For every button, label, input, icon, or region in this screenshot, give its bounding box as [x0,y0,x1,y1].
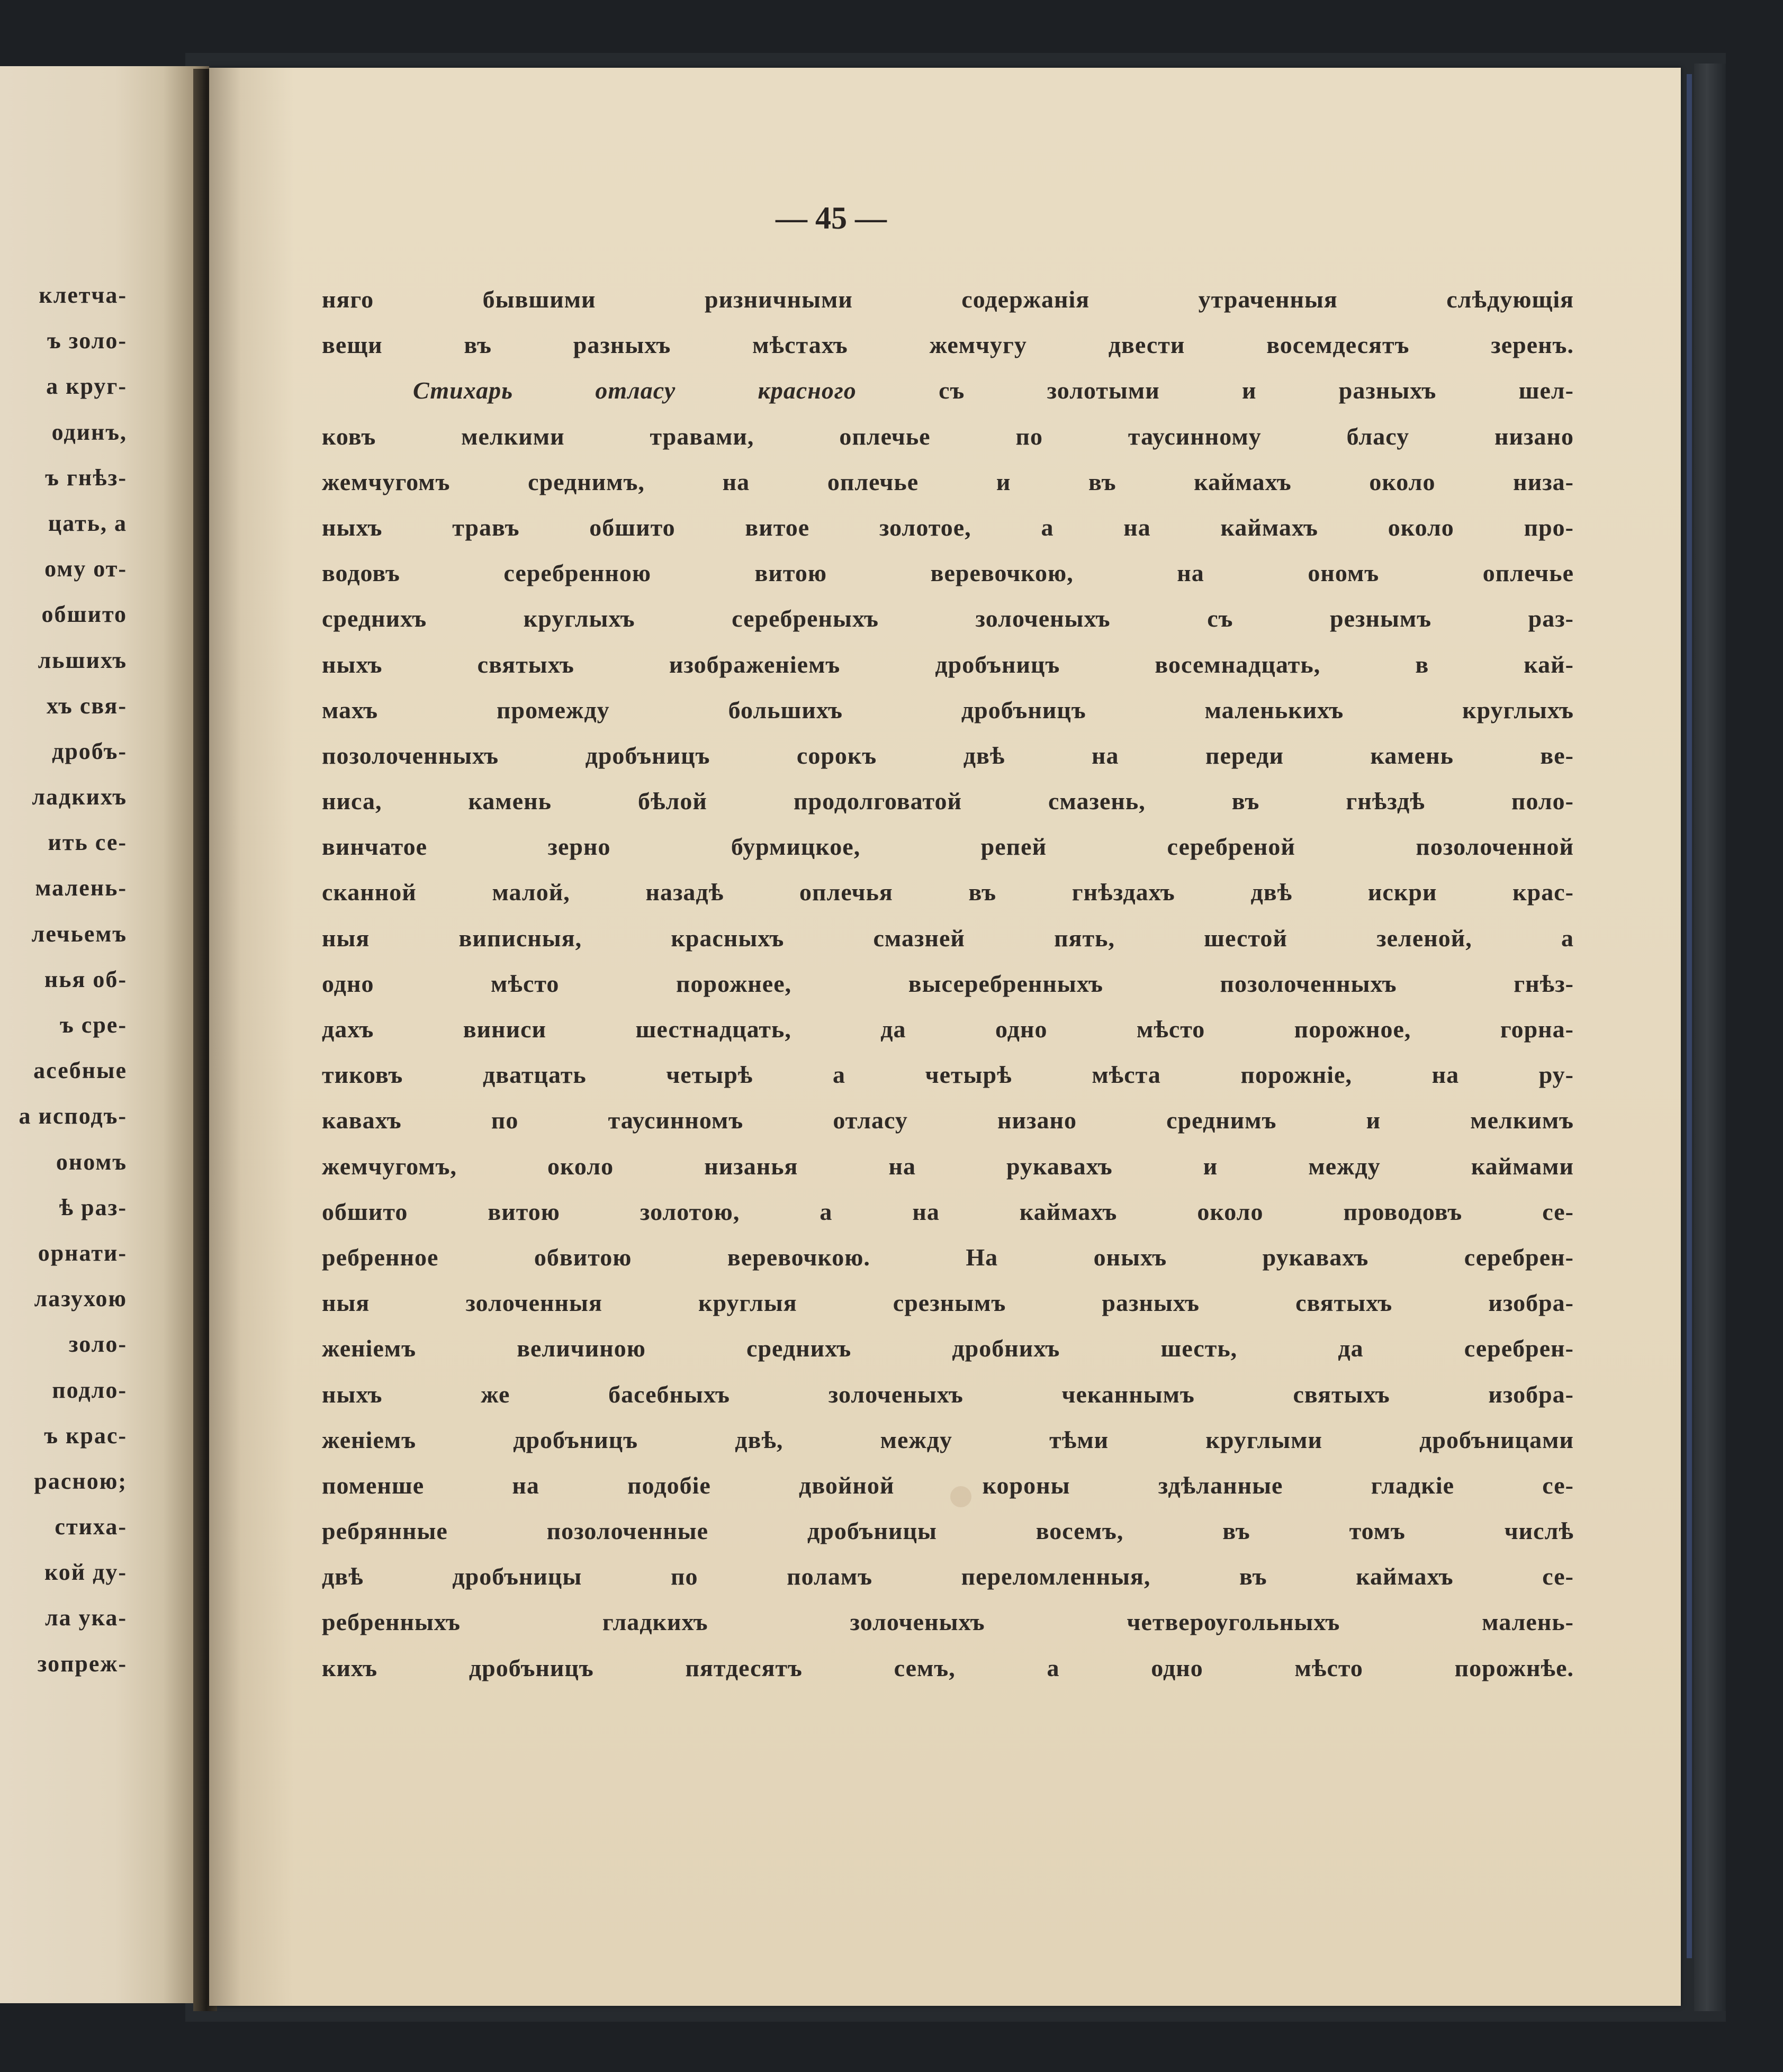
text-line: ковъ мелкими травами, оплечье по таусинному бласу низано [322,422,1574,450]
text-line: среднихъ круглыхъ серебреныхъ золоченыхъ съ резнымъ раз- [322,605,1574,632]
left-page-line: обшито [41,601,127,628]
text-line: женіемъ величиною среднихъ дробнихъ шесть, да серебрен- [322,1335,1574,1362]
left-page-line: орнати- [38,1239,127,1266]
text-line: ныя виписныя, красныхъ смазней пять, шестой зеленой, а [322,924,1574,952]
left-page-line: ла ука- [44,1605,127,1631]
text-line: няго бывшими ризничными содержанія утраченныя слѣдующія [322,286,1574,313]
text-line: ребренныхъ гладкихъ золоченыхъ четвероугольныхъ малень- [322,1608,1574,1636]
left-page-line: ому от- [44,556,127,582]
cover-edge [1694,64,1726,2011]
left-page-text [19,273,127,1687]
text-line: обшито витою золотою, а на каймахъ около проводовъ се- [322,1198,1574,1225]
text-line: женіемъ дробъницъ двѣ, между тѣми круглыми дробъницами [322,1426,1574,1453]
text-line: водовъ серебренною витою веревочкою, на ономъ оплечье [322,559,1574,587]
left-page-line: асебные [33,1057,127,1084]
text-line: кихъ дробъницъ пятдесятъ семъ, а одно мѣсто порожнѣе. [322,1654,1574,1681]
text-line: поменше на подобіе двойной короны здѣланные гладкіе се- [322,1471,1574,1499]
text-line-rest: съ золотыми и разныхъ шел- [856,377,1574,404]
left-page-line: расною; [34,1468,127,1494]
left-page-line: дробъ- [52,738,127,764]
text-line: махъ промежду большихъ дробъницъ маленькихъ круглыхъ [322,696,1574,723]
left-page-line: одинъ, [51,419,127,445]
text-line [322,368,1574,413]
right-page [209,68,1681,2006]
left-page-line: нья об- [44,966,127,992]
left-page-line: клетча- [39,282,127,308]
text-line: дахъ виниси шестнадцать, да одно мѣсто порожное, горна- [322,1016,1574,1043]
text-line: позолоченныхъ дробъницъ сорокъ двѣ на переди камень ве- [322,741,1574,769]
text-line: ныя золоченныя круглыя срезнымъ разныхъ святыхъ изобра- [322,1289,1574,1317]
text-line: одно мѣсто порожнее, высеребренныхъ позолоченныхъ гнѣз- [322,970,1574,997]
left-page-line: ѣ раз- [59,1194,127,1220]
left-page-line: ономъ [56,1148,127,1175]
left-page-line: зопреж- [37,1650,127,1677]
text-line: ребрянные позолоченные дробъницы восемъ, въ томъ числѣ [322,1517,1574,1545]
page-body [322,277,1574,1691]
left-page-line: ъ сре- [60,1012,127,1038]
left-page-line: золо- [68,1331,127,1358]
cover-binding-strip [1687,74,1692,1958]
text-line: ныхъ травъ обшито витое золотое, а на каймахъ около про- [322,513,1574,541]
text-line: тиковъ дватцать четырѣ а четырѣ мѣста порожніе, на ру- [322,1061,1574,1089]
left-page-line: подло- [52,1377,127,1403]
page-number-text: — 45 — [776,201,887,236]
text-line: винчатое зерно бурмицкое, репей серебреной позолоченной [322,833,1574,861]
left-page-line: льшихъ [38,647,127,673]
left-page-line: ъ крас- [44,1422,127,1449]
left-page [0,66,209,2003]
left-page-line: лечьемъ [31,920,127,947]
text-line: жемчугомъ, около низанья на рукавахъ и между каймами [322,1152,1574,1180]
italic-lead: Стихарь отласу красного [413,377,857,404]
left-page-line: кой ду- [44,1559,127,1586]
left-page-line: ить се- [48,829,127,856]
text-line: ребренное обвитою веревочкою. На оныхъ рукавахъ серебрен- [322,1243,1574,1271]
left-page-line: цать, а [48,510,127,536]
text-line: ныхъ святыхъ изображеніемъ дробъницъ восемнадцать, в кай- [322,650,1574,678]
text-line: жемчугомъ среднимъ, на оплечье и въ каймахъ около низа- [322,468,1574,495]
text-line: сканной малой, назадѣ оплечья въ гнѣздахъ двѣ искри крас- [322,879,1574,906]
left-page-line: ладкихъ [32,784,127,810]
text-line: ниса, камень бѣлой продолговатой смазень, въ гнѣздѣ поло- [322,788,1574,815]
text-line: кавахъ по таусинномъ отласу низано среднимъ и мелкимъ [322,1107,1574,1134]
left-page-line: малень- [35,875,127,901]
left-page-line: ъ золо- [47,328,127,354]
left-page-line: а круг- [46,373,127,400]
left-page-line: хъ свя- [46,692,127,719]
left-page-line: ъ гнѣз- [45,464,127,491]
text-line: вещи въ разныхъ мѣстахъ жемчугу двести восемдесятъ зеренъ. [322,331,1574,359]
left-page-line: стиха- [55,1514,127,1540]
left-page-line: лазухою [34,1286,127,1312]
text-line: двѣ дробъницы по поламъ переломленныя, въ каймахъ се- [322,1563,1574,1590]
left-page-line: а исподъ- [19,1103,127,1129]
text-line: ныхъ же басебныхъ золоченыхъ чеканнымъ святыхъ изобра- [322,1380,1574,1408]
